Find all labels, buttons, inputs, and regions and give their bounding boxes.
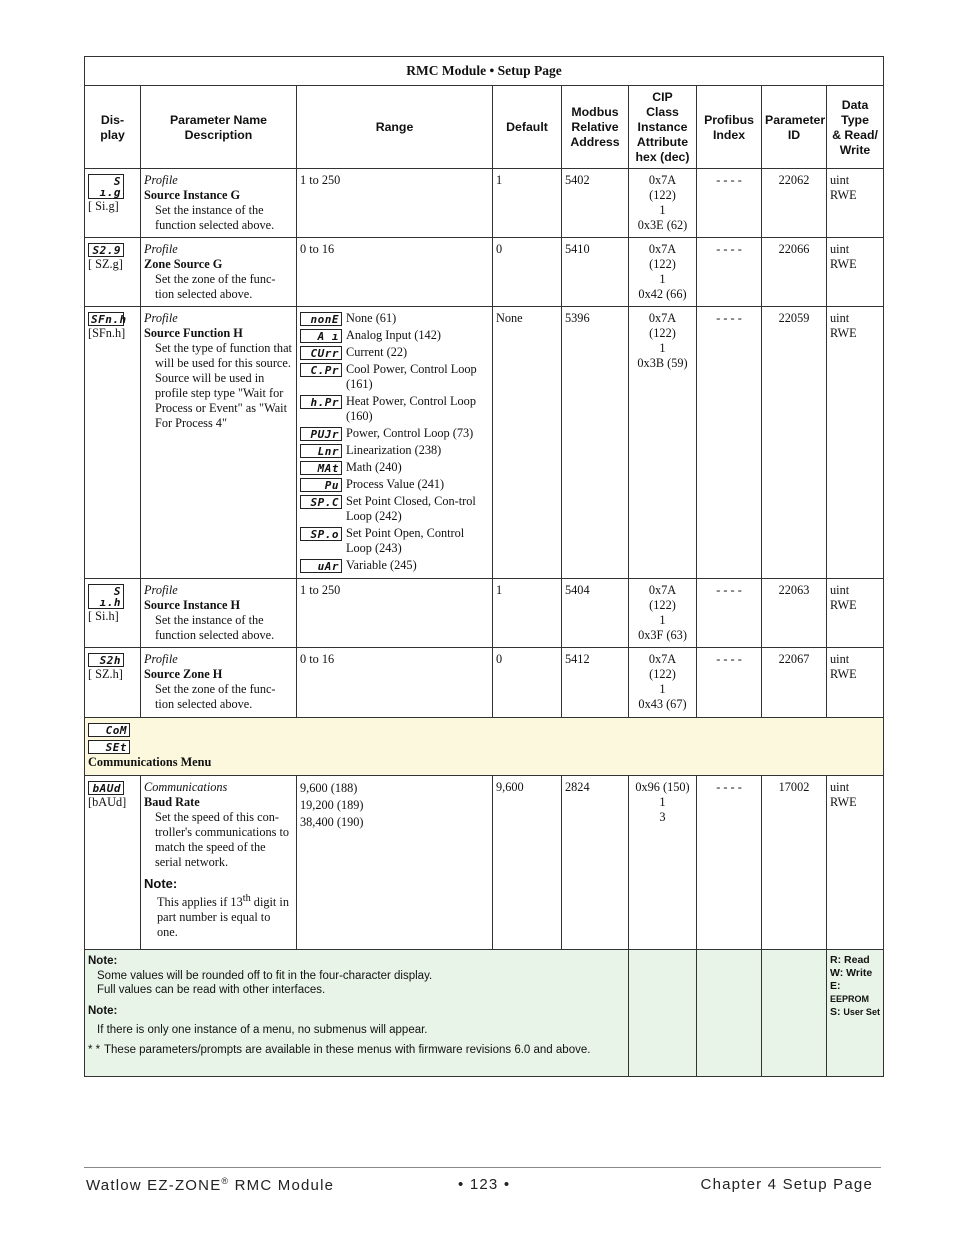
- range-option: A ı Analog Input (142): [300, 328, 489, 343]
- param-id-cell: 22059: [762, 307, 827, 579]
- note-text: Some values will be rounded off to fit in the four-character display. Full values can be read with other interfaces.: [97, 970, 433, 996]
- display-code: [ SZ.h]: [88, 667, 123, 681]
- data-type-cell: uint RWE: [827, 238, 884, 307]
- lcd-option: PUJr: [300, 427, 342, 441]
- param-id-cell: 22062: [762, 169, 827, 238]
- lcd-display: S2.9: [88, 243, 124, 257]
- display-code: [bAUd]: [88, 795, 127, 809]
- param-id-cell: 22063: [762, 579, 827, 648]
- param-id-cell: 22067: [762, 648, 827, 718]
- range-option: Pu Process Value (241): [300, 477, 489, 492]
- display-code: [ Si.g]: [88, 199, 119, 213]
- menu-name: Profile: [144, 652, 178, 666]
- default-cell: 9,600: [493, 776, 562, 950]
- header-param-id: Parameter ID: [762, 86, 827, 169]
- param-desc: Set the speed of this con-troller's communications to match the speed of the serial network.: [155, 810, 290, 869]
- cip-cell: 0x96 (150) 1 3: [629, 776, 697, 950]
- modbus-cell: 5410: [562, 238, 629, 307]
- default-cell: 1: [493, 579, 562, 648]
- param-desc: Set the zone of the func-tion selected above.: [155, 682, 276, 711]
- menu-name: Communications: [144, 780, 228, 794]
- range-option: nonE None (61): [300, 311, 489, 326]
- table-row: [85, 579, 884, 648]
- range-option: h.Pr Heat Power, Control Loop (160): [300, 394, 489, 424]
- lcd-option: Lnr: [300, 444, 342, 458]
- range-option: SP.o Set Point Open, Control Loop (243): [300, 526, 489, 556]
- note-text: If there is only one instance of a menu, no submenus will appear.: [97, 1024, 428, 1036]
- data-type-cell: uint RWE: [827, 169, 884, 238]
- profibus-cell: - - - -: [697, 238, 762, 307]
- display-code: [SFn.h]: [88, 326, 126, 340]
- note-title: Note:: [88, 955, 118, 967]
- lcd-option: MAt: [300, 461, 342, 475]
- modbus-cell: 5412: [562, 648, 629, 718]
- param-desc: Set the type of function that will be used for this source. Source will be used in profile step type "Wait for Process or Event" as "Wait For Process 4": [155, 341, 292, 430]
- default-cell: 0: [493, 648, 562, 718]
- table-row: [85, 307, 884, 579]
- range-option: uAr Variable (245): [300, 558, 489, 573]
- header-param-name: Parameter Name Description: [141, 86, 297, 169]
- profibus-cell: - - - -: [697, 169, 762, 238]
- header-range: Range: [297, 86, 493, 169]
- footer-divider: [84, 1167, 881, 1168]
- footer-left: Watlow EZ-ZONE® RMC Module: [86, 1176, 335, 1194]
- range-cell: 0 to 16: [297, 238, 493, 307]
- data-type-cell: uint RWE: [827, 579, 884, 648]
- display-code: [ SZ.g]: [88, 257, 123, 271]
- profibus-cell: - - - -: [697, 776, 762, 950]
- param-id-cell: 17002: [762, 776, 827, 950]
- param-name: Zone Source G: [144, 257, 223, 271]
- header-modbus: Modbus Relative Address: [562, 86, 629, 169]
- menu-name: Profile: [144, 173, 178, 187]
- table-row: [85, 238, 884, 307]
- note-text: This applies if 13th digit in part number is equal to one.: [157, 893, 289, 940]
- param-desc: Set the zone of the func-tion selected above.: [155, 272, 276, 301]
- data-type-cell: uint RWE: [827, 648, 884, 718]
- range-option: PUJr Power, Control Loop (73): [300, 426, 489, 441]
- setup-page-table: [84, 56, 884, 1077]
- default-cell: None: [493, 307, 562, 579]
- range-cell: 0 to 16: [297, 648, 493, 718]
- lcd-display: S ı.g: [88, 174, 124, 199]
- lcd-option: nonE: [300, 312, 342, 326]
- range-cell: 1 to 250: [297, 579, 493, 648]
- param-desc: Set the instance of the function selected above.: [155, 613, 275, 642]
- lcd-option: Pu: [300, 478, 342, 492]
- section-header-row: [85, 718, 884, 776]
- param-name: Baud Rate: [144, 795, 200, 809]
- header-cip: CIP Class Instance Attribute hex (dec): [629, 86, 697, 169]
- range-cell: 1 to 250: [297, 169, 493, 238]
- modbus-cell: 2824: [562, 776, 629, 950]
- rw-legend: R: Read W: Write E: EEPROM S: User Set: [830, 954, 880, 1018]
- menu-name: Profile: [144, 311, 178, 325]
- header-profibus: Profibus Index: [697, 86, 762, 169]
- lcd-option: uAr: [300, 559, 342, 573]
- lcd-display: S2h: [88, 653, 124, 667]
- modbus-cell: 5402: [562, 169, 629, 238]
- cip-cell: 0x7A (122) 1 0x3B (59): [629, 307, 697, 579]
- lcd-option: A ı: [300, 329, 342, 343]
- section-title: Communications Menu: [88, 755, 212, 769]
- param-name: Source Instance G: [144, 188, 241, 202]
- menu-name: Profile: [144, 583, 178, 597]
- table-row: [85, 169, 884, 238]
- range-option: C.Pr Cool Power, Control Loop (161): [300, 362, 489, 392]
- table-row: [85, 648, 884, 718]
- default-cell: 1: [493, 169, 562, 238]
- cip-cell: 0x7A (122) 1 0x3E (62): [629, 169, 697, 238]
- cip-cell: 0x7A (122) 1 0x42 (66): [629, 238, 697, 307]
- param-id-cell: 22066: [762, 238, 827, 307]
- table-title: RMC Module • Setup Page: [85, 57, 884, 86]
- table-row: [85, 776, 884, 950]
- lcd-menu: CoM: [88, 723, 130, 737]
- lcd-display: SFn.h: [88, 312, 124, 326]
- lcd-option: C.Pr: [300, 363, 342, 377]
- data-type-cell: uint RWE: [827, 776, 884, 950]
- range-option: SP.C Set Point Closed, Con-trol Loop (242): [300, 494, 489, 524]
- range-option: MAt Math (240): [300, 460, 489, 475]
- data-type-cell: uint RWE: [827, 307, 884, 579]
- lcd-submenu: SEt: [88, 740, 130, 754]
- cip-cell: 0x7A (122) 1 0x3F (63): [629, 579, 697, 648]
- param-name: Source Zone H: [144, 667, 223, 681]
- lcd-option: h.Pr: [300, 395, 342, 409]
- param-desc: Set the instance of the function selected above.: [155, 203, 275, 232]
- profibus-cell: - - - -: [697, 579, 762, 648]
- menu-name: Profile: [144, 242, 178, 256]
- note-heading: Note:: [144, 876, 178, 891]
- lcd-option: SP.o: [300, 527, 342, 541]
- display-code: [ Si.h]: [88, 609, 119, 623]
- param-name: Source Instance H: [144, 598, 241, 612]
- modbus-cell: 5404: [562, 579, 629, 648]
- range-option: CUrr Current (22): [300, 345, 489, 360]
- header-data-type: Data Type & Read/ Write: [827, 86, 884, 169]
- page-number: • 123 •: [458, 1176, 511, 1193]
- footnote-row: [85, 950, 884, 1077]
- lcd-option: CUrr: [300, 346, 342, 360]
- cip-cell: 0x7A (122) 1 0x43 (67): [629, 648, 697, 718]
- range-cell: 9,600 (188) 19,200 (189) 38,400 (190): [297, 776, 493, 950]
- footer-right: Chapter 4 Setup Page: [700, 1176, 873, 1193]
- range-list: [297, 307, 493, 579]
- profibus-cell: - - - -: [697, 648, 762, 718]
- note-title: Note:: [88, 1005, 118, 1017]
- profibus-cell: - - - -: [697, 307, 762, 579]
- note-text: * * These parameters/prompts are available in these menus with firmware revisions 6.0 and above.: [88, 1044, 591, 1056]
- lcd-display: bAUd: [88, 781, 124, 795]
- lcd-display: S ı.h: [88, 584, 124, 609]
- lcd-option: SP.C: [300, 495, 342, 509]
- modbus-cell: 5396: [562, 307, 629, 579]
- header-display: Dis- play: [85, 86, 141, 169]
- param-name: Source Function H: [144, 326, 243, 340]
- default-cell: 0: [493, 238, 562, 307]
- header-default: Default: [493, 86, 562, 169]
- range-option: Lnr Linearization (238): [300, 443, 489, 458]
